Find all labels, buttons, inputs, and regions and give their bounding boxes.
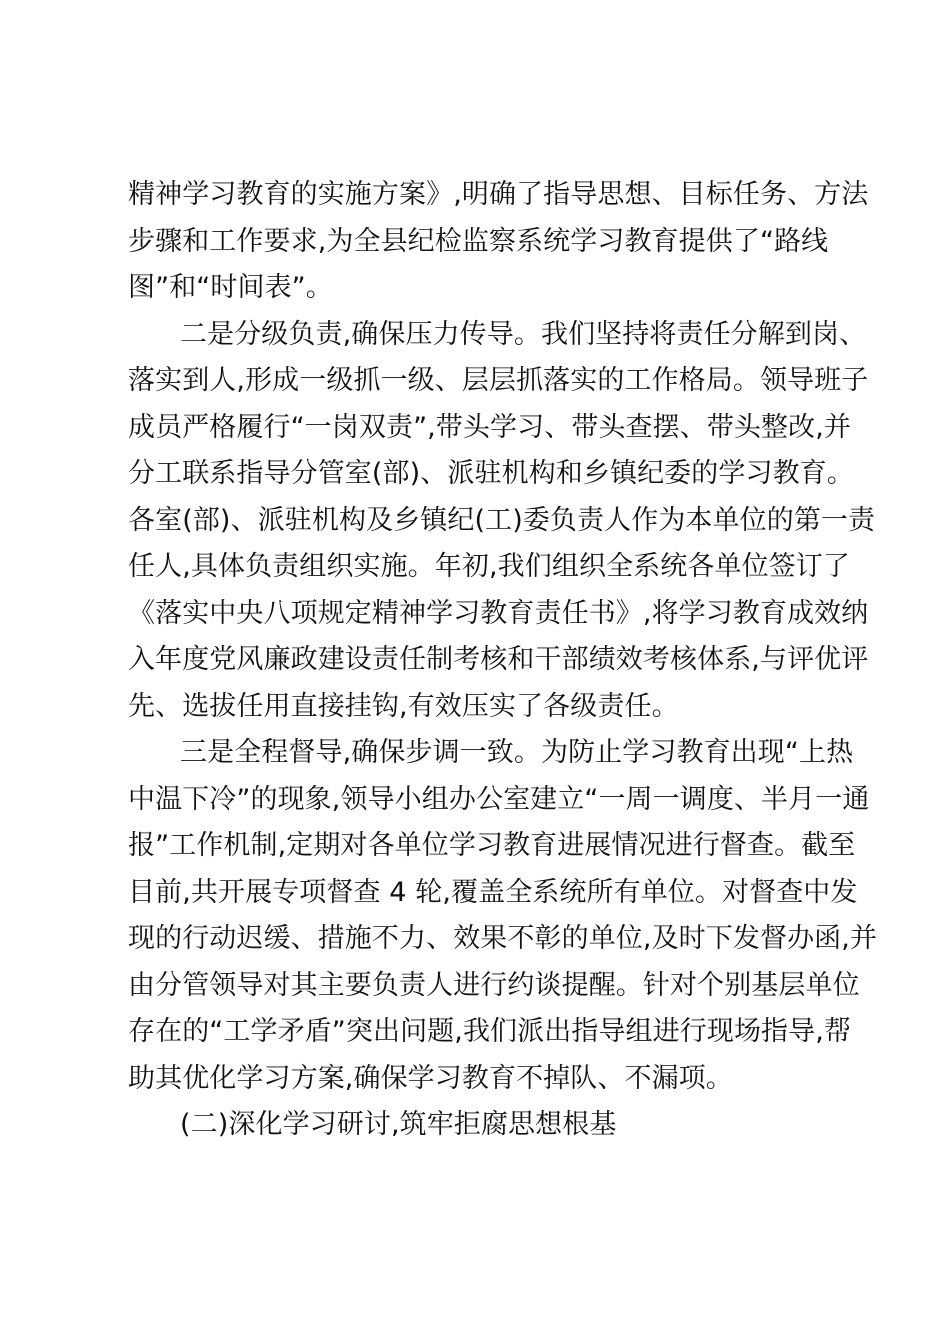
text-line: 精神学习教育的实施方案》,明确了指导思想、目标任务、方法 — [128, 179, 869, 210]
text-line: 分工联系指导分管室(部)、派驻机构和乡镇纪委的学习教育。 — [128, 458, 854, 489]
text-line: 成员严格履行“一岗双责”,带头学习、带头查摆、带头整改,并 — [128, 411, 852, 443]
text-line: 助其优化学习方案,确保学习教育不掉队、不漏项。 — [128, 1062, 733, 1094]
paragraph-start-line: 二是分级负责,确保压力传导。我们坚持将责任分解到岗、 — [180, 318, 867, 350]
text-line: 任人,具体负责组织实施。年初,我们组织全系统各单位签订了 — [128, 551, 850, 582]
text-line: 各室(部)、派驻机构及乡镇纪(工)委负责人作为本单位的第一责 — [128, 504, 876, 536]
section-heading: (二)深化学习研讨,筑牢拒腐思想根基 — [180, 1109, 617, 1140]
text-line: 图”和“时间表”。 — [128, 272, 333, 303]
text-line: 现的行动迟缓、措施不力、效果不彰的单位,及时下发督办函,并 — [128, 923, 878, 954]
text-line: 由分管领导对其主要负责人进行约谈提醒。针对个别基层单位 — [128, 969, 860, 1001]
text-line: 中温下冷”的现象,领导小组办公室建立“一周一调度、半月一通 — [128, 783, 870, 815]
text-line: 报”工作机制,定期对各单位学习教育进展情况进行督查。截至 — [128, 830, 856, 861]
text-line: 目前,共开展专项督查 4 轮,覆盖全系统所有单位。对督查中发 — [128, 876, 858, 908]
text-line: 入年度党风廉政建设责任制考核和干部绩效考核体系,与评优评 — [128, 644, 869, 675]
text-line: 先、选拔任用直接挂钩,有效压实了各级责任。 — [128, 690, 679, 722]
text-line: 《落实中央八项规定精神学习教育责任书》,将学习教育成效纳 — [128, 597, 869, 629]
text-line: 落实到人,形成一级抓一级、层层抓落实的工作格局。领导班子 — [128, 365, 869, 396]
paragraph-start-line: 三是全程督导,确保步调一致。为防止学习教育出现“上热 — [180, 737, 854, 768]
text-line: 步骤和工作要求,为全县纪检监察系统学习教育提供了“路线 — [128, 225, 829, 257]
text-line: 存在的“工学矛盾”突出问题,我们派出指导组进行现场指导,帮 — [128, 1016, 852, 1047]
body-text — [128, 172, 878, 1149]
